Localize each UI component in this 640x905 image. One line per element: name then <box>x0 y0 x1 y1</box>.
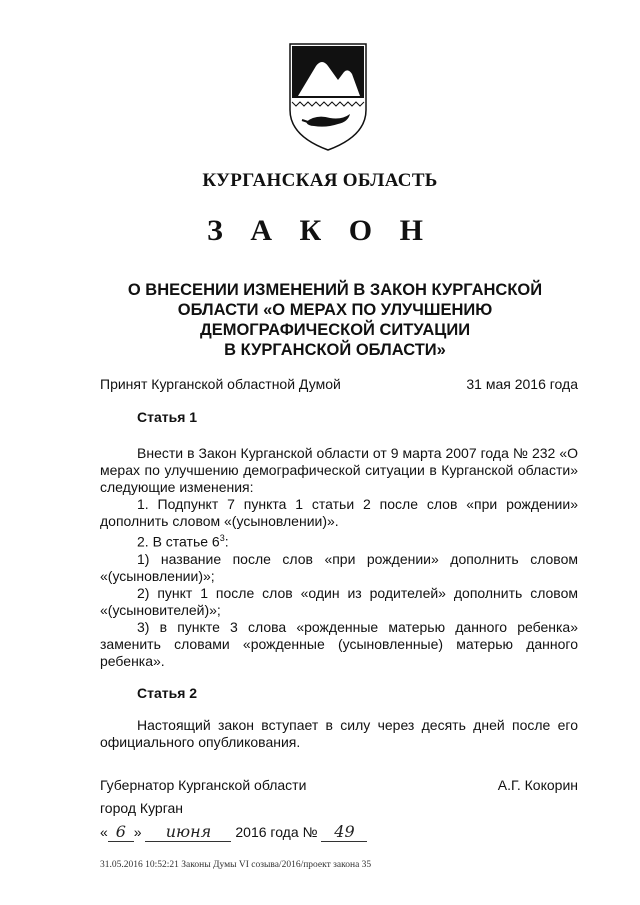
paragraph: Внести в Закон Курганской области от 9 марта 2007 года № 232 «О мерах по улучшению демографической ситуации в Курганской области» следующие изменения: <box>100 445 578 495</box>
file-path-footer: 31.05.2016 10:52:21 Законы Думы VI созыва/2016/проект закона 35 <box>100 860 372 870</box>
signing-date-line <box>100 822 367 844</box>
article-1-body <box>100 445 578 670</box>
colon: : <box>224 533 229 550</box>
handwritten-month: июня <box>145 822 231 842</box>
law-title-line: ОБЛАСТИ «О МЕРАХ ПО УЛУЧШЕНИЮ <box>177 301 493 319</box>
paragraph: Настоящий закон вступает в силу через десять дней после его официального опубликования. <box>100 717 578 750</box>
paragraph: 1) название после слов «при рождении» дополнить словом «(усыновлении)»; <box>100 550 578 584</box>
law-title <box>100 280 570 360</box>
superscript: 3 <box>219 533 225 543</box>
handwritten-day: 6 <box>108 822 134 842</box>
adoption-date: 31 мая 2016 года <box>466 376 578 392</box>
paragraph: 2) пункт 1 после слов «один из родителей» дополнить словом «(усыновителей)»; <box>100 584 578 618</box>
coat-of-arms-emblem <box>286 40 370 152</box>
article-2-heading: Статья 2 <box>137 685 198 701</box>
article-1-heading: Статья 1 <box>137 409 198 425</box>
signatory-name: А.Г. Кокорин <box>497 777 578 793</box>
document-type: З А К О Н <box>207 214 433 247</box>
year-label: 2016 года № <box>235 824 318 840</box>
city: город Курган <box>100 800 184 816</box>
handwritten-number: 49 <box>321 822 367 842</box>
law-title-line: ДЕМОГРАФИЧЕСКОЙ СИТУАЦИИ <box>199 321 471 339</box>
adoption-line <box>100 376 578 394</box>
law-title-line: В КУРГАНСКОЙ ОБЛАСТИ» <box>224 341 446 359</box>
article-2-body <box>100 717 578 751</box>
paragraph <box>100 530 578 551</box>
region-name: КУРГАНСКАЯ ОБЛАСТЬ <box>202 170 438 191</box>
signatory-position: Губернатор Курганской области <box>100 777 307 793</box>
law-title-line: О ВНЕСЕНИИ ИЗМЕНЕНИЙ В ЗАКОН КУРГАНСКОЙ <box>127 281 543 299</box>
signature-line <box>100 777 578 795</box>
close-quote: » <box>133 824 142 840</box>
paragraph-text: 2. В статье 6 <box>137 533 220 550</box>
open-quote: « <box>100 824 108 840</box>
paragraph: 3) в пункте 3 слова «рожденные матерью данного ребенка» заменить словами «рожденные (усыновленные) матерью данного ребенка». <box>100 618 578 669</box>
adopted-by: Принят Курганской областной Думой <box>100 376 341 392</box>
paragraph: 1. Подпункт 7 пункта 1 статьи 2 после слов «при рождении» дополнить словом «(усыновлении)». <box>100 496 578 529</box>
